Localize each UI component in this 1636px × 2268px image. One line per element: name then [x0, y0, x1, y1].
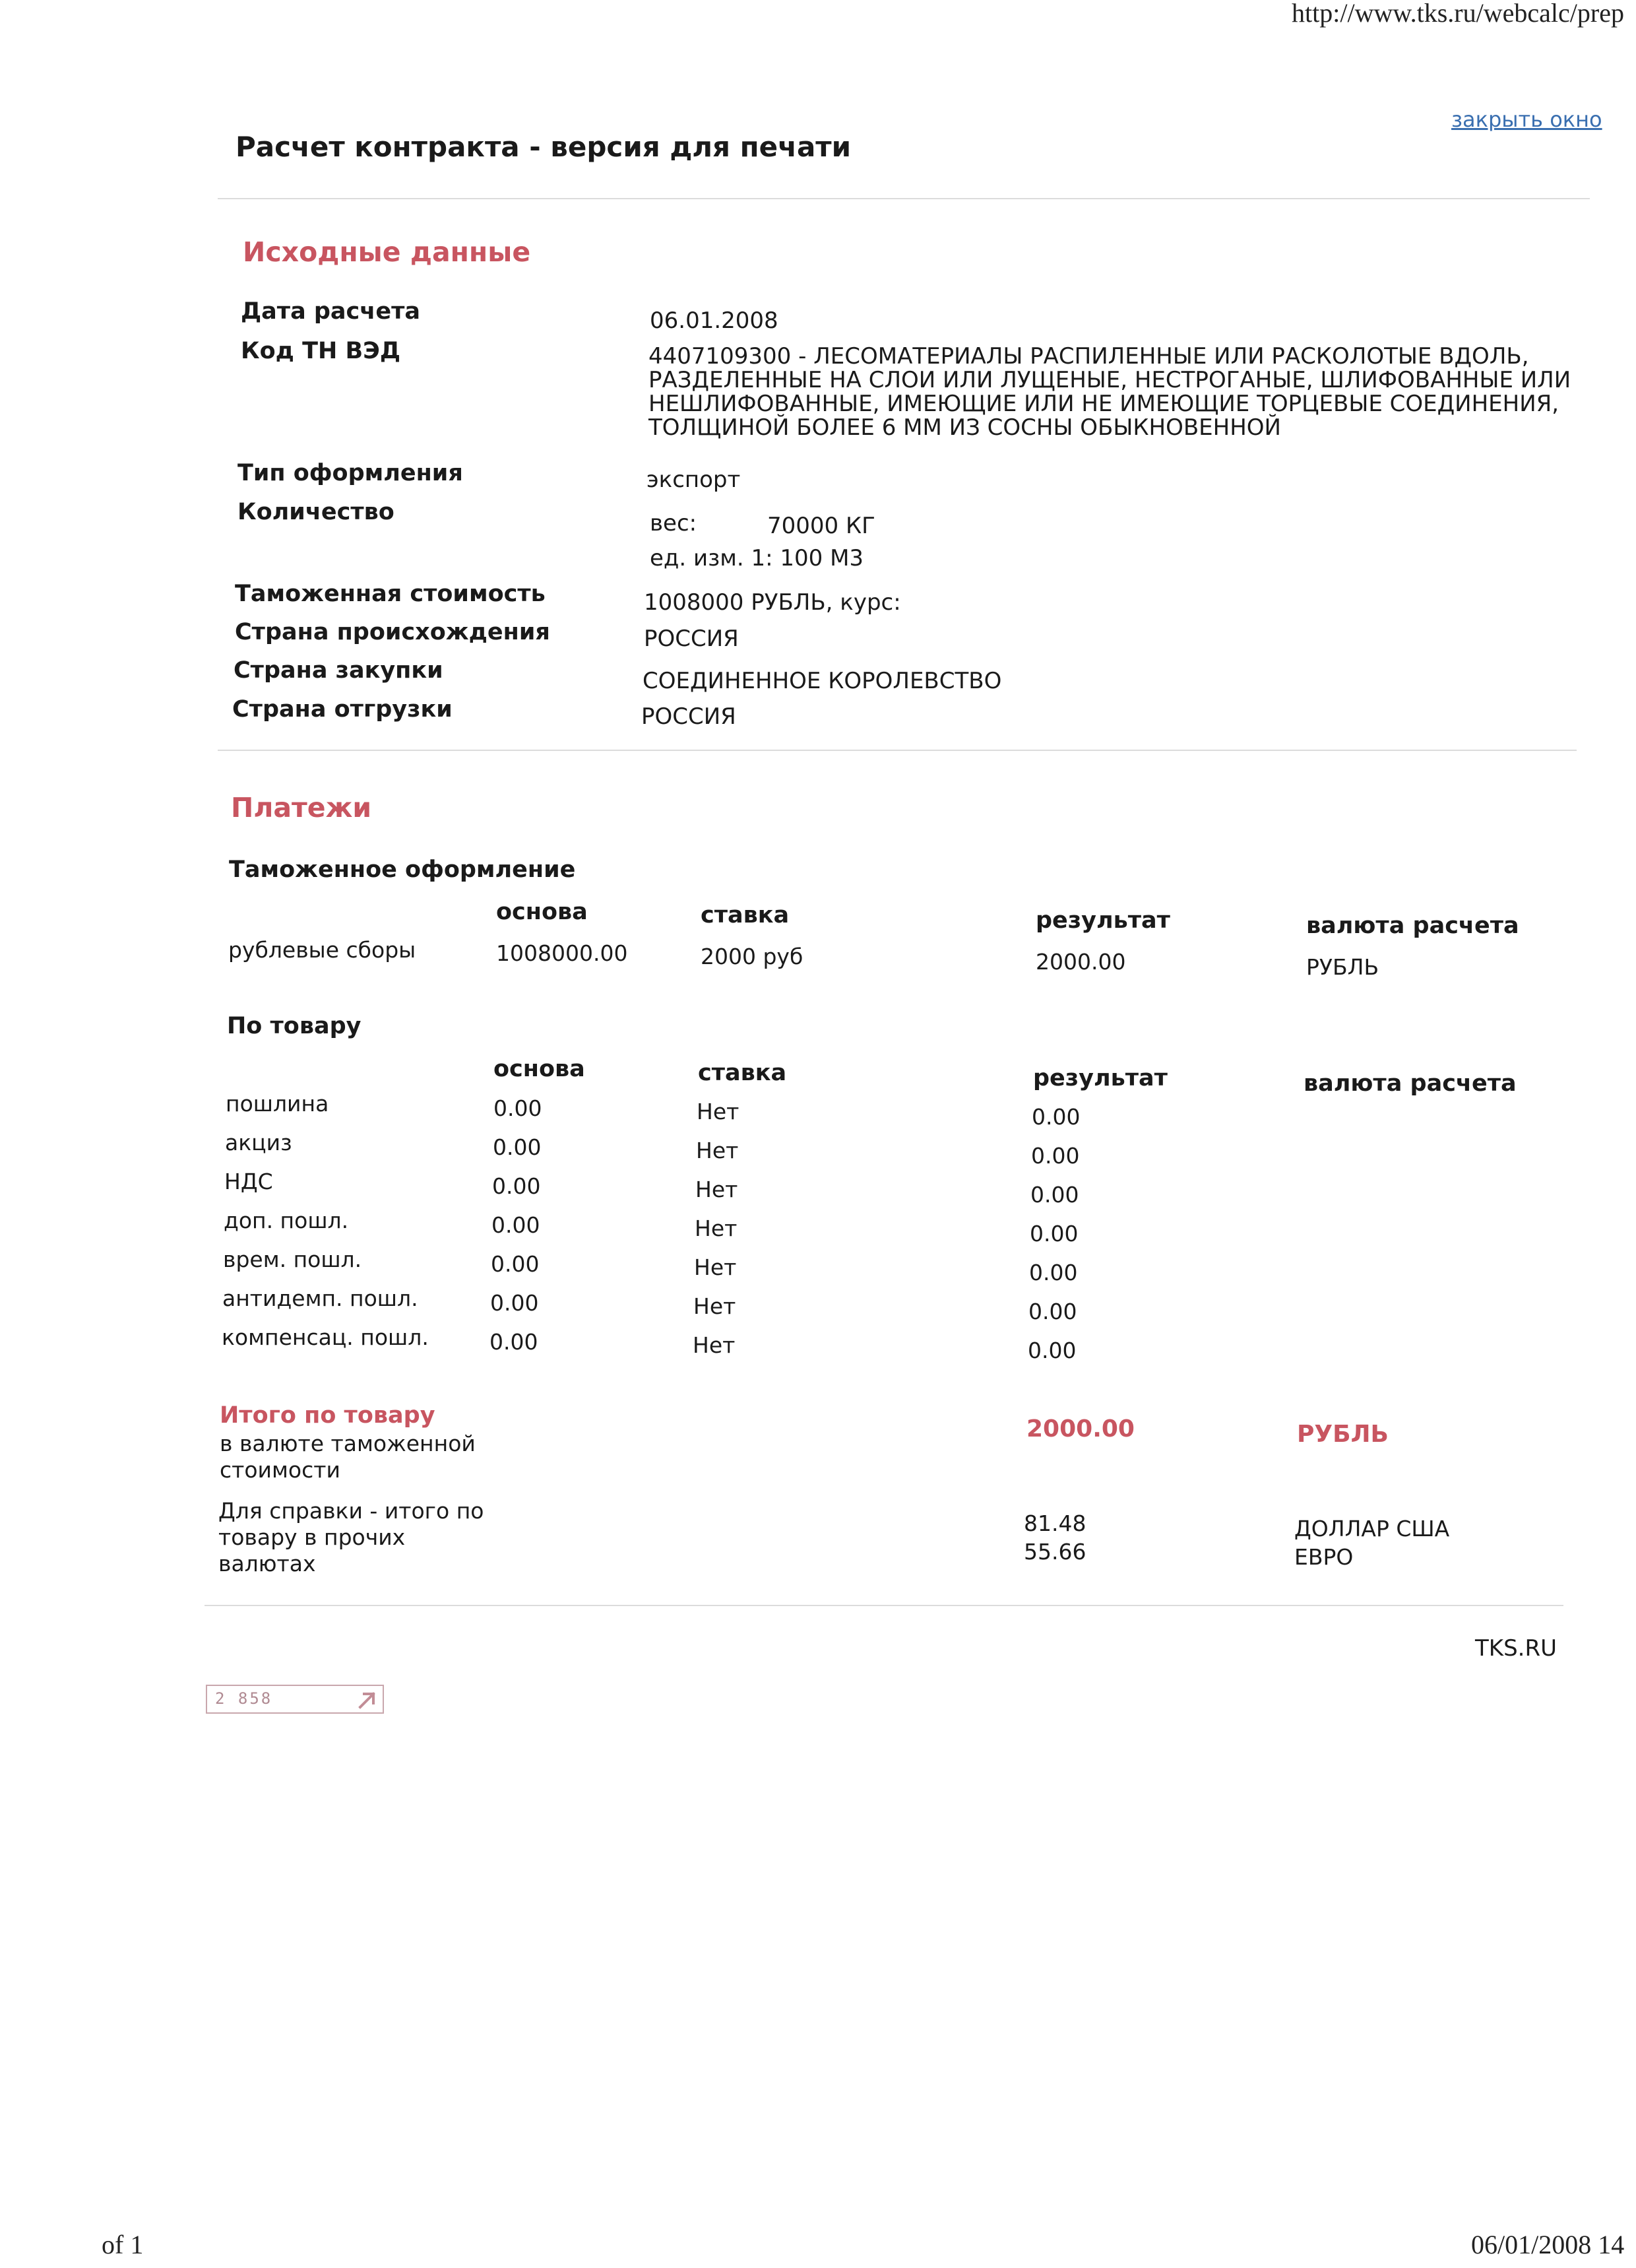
purchase-label: Страна закупки	[234, 657, 443, 684]
goods-row-base: 0.00	[493, 1134, 542, 1160]
goods-row-name: врем. пошл.	[223, 1247, 362, 1272]
goods-row-name: пошлина	[226, 1091, 329, 1117]
type-label: Тип оформления	[237, 460, 463, 486]
clearance-col-result: результат	[1036, 907, 1170, 934]
purchase-value: СОЕДИНЕННОЕ КОРОЛЕВСТВО	[643, 668, 1002, 694]
page-title: Расчет контракта - версия для печати	[236, 131, 852, 163]
clearance-col-base: основа	[496, 899, 588, 925]
type-value: экспорт	[646, 467, 741, 493]
goods-row-rate: Нет	[697, 1099, 739, 1124]
arrow-up-right-icon	[356, 1689, 379, 1711]
shipment-value: РОССИЯ	[641, 703, 736, 730]
goods-row-base: 0.00	[493, 1095, 542, 1121]
payments-divider	[204, 1605, 1563, 1606]
hs-code-label: Код ТН ВЭД	[241, 338, 400, 364]
goods-row-name: НДС	[224, 1169, 273, 1194]
goods-row-rate: Нет	[695, 1177, 738, 1202]
clearance-subheading: Таможенное оформление	[229, 857, 576, 883]
hit-counter-value: 2 858	[215, 1689, 273, 1708]
goods-row-name: антидемп. пошл.	[222, 1285, 418, 1311]
goods-row-result: 0.00	[1028, 1299, 1077, 1324]
goods-row-rate: Нет	[696, 1138, 739, 1163]
hit-counter	[206, 1685, 384, 1714]
calc-date-label: Дата расчета	[241, 298, 420, 325]
reference-label-line: товару в прочих	[218, 1524, 406, 1550]
total-subtitle	[220, 1431, 476, 1483]
shipment-label: Страна отгрузки	[232, 696, 453, 723]
footer-brand: TKS.RU	[1475, 1635, 1557, 1662]
clearance-col-rate: ставка	[701, 902, 790, 928]
clearance-row-rate: 2000 руб	[701, 944, 803, 969]
goods-row-base: 0.00	[490, 1290, 539, 1316]
goods-col-currency: валюта расчета	[1304, 1070, 1517, 1097]
weight-value: 70000 КГ	[767, 513, 875, 539]
goods-row-result: 0.00	[1029, 1260, 1078, 1285]
total-subtitle-line: в валюте таможенной	[220, 1431, 476, 1456]
reference-currencies	[1294, 1514, 1449, 1571]
goods-row-base: 0.00	[492, 1173, 541, 1199]
source-divider	[218, 750, 1577, 751]
quantity-label: Количество	[237, 499, 394, 525]
total-title: Итого по товару	[220, 1402, 435, 1429]
print-url: http://www.tks.ru/webcalc/prep	[1292, 0, 1624, 28]
clearance-row-result: 2000.00	[1036, 949, 1126, 975]
goods-row-base: 0.00	[489, 1329, 538, 1355]
customs-value-label: Таможенная стоимость	[235, 581, 546, 607]
goods-row-result: 0.00	[1028, 1338, 1077, 1363]
goods-row-base: 0.00	[491, 1212, 540, 1238]
total-amount: 2000.00	[1026, 1415, 1135, 1442]
clearance-row-base: 1008000.00	[496, 940, 628, 966]
goods-row-name: доп. пошл.	[224, 1208, 349, 1233]
header-divider	[218, 198, 1590, 199]
reference-amount-eur: 55.66	[1024, 1539, 1086, 1565]
goods-row-name: компенсац. пошл.	[222, 1324, 429, 1350]
reference-label	[218, 1498, 484, 1577]
reference-label-line: валютах	[218, 1551, 316, 1576]
goods-row-result: 0.00	[1030, 1221, 1079, 1247]
goods-row-result: 0.00	[1030, 1182, 1079, 1208]
reference-currency-eur: ЕВРО	[1294, 1544, 1354, 1570]
origin-label: Страна происхождения	[235, 619, 550, 645]
customs-value: 1008000 РУБЛЬ, курс:	[644, 589, 901, 616]
print-page-count: of 1	[102, 2230, 144, 2259]
total-currency: РУБЛЬ	[1297, 1421, 1389, 1448]
weight-label: вес:	[650, 510, 697, 536]
goods-row-result: 0.00	[1032, 1104, 1081, 1130]
clearance-row-currency: РУБЛЬ	[1306, 954, 1379, 980]
reference-amounts	[1024, 1509, 1086, 1566]
source-section-heading: Исходные данные	[243, 236, 531, 268]
payments-section-heading: Платежи	[231, 792, 372, 824]
goods-row-name: акциз	[225, 1130, 292, 1155]
goods-row-base: 0.00	[491, 1251, 540, 1277]
goods-subheading: По товару	[227, 1013, 362, 1039]
hs-code-value	[648, 344, 1571, 439]
goods-col-base: основа	[493, 1056, 585, 1082]
hs-code-line: ТОЛЩИНОЙ БОЛЕЕ 6 ММ ИЗ СОСНЫ ОБЫКНОВЕННОЙ	[648, 414, 1281, 441]
goods-row-result: 0.00	[1031, 1143, 1080, 1169]
hs-code-line: НЕШЛИФОВАННЫЕ, ИМЕЮЩИЕ ИЛИ НЕ ИМЕЮЩИЕ ТОРЦЕВЫЕ СОЕДИНЕНИЯ,	[648, 391, 1559, 417]
goods-row-rate: Нет	[695, 1215, 738, 1241]
unit-value: ед. изм. 1: 100 М3	[650, 545, 864, 571]
clearance-row-name: рублевые сборы	[228, 937, 416, 963]
total-subtitle-line: стоимости	[220, 1457, 340, 1483]
close-window-link[interactable]: закрыть окно	[1451, 107, 1602, 132]
hs-code-line: РАЗДЕЛЕННЫЕ НА СЛОИ ИЛИ ЛУЩЕНЫЕ, НЕСТРОГАНЫЕ, ШЛИФОВАННЫЕ ИЛИ	[648, 367, 1571, 393]
reference-label-line: Для справки - итого по	[218, 1498, 484, 1524]
goods-row-rate: Нет	[693, 1332, 736, 1358]
origin-value: РОССИЯ	[644, 626, 739, 652]
goods-col-rate: ставка	[698, 1060, 787, 1086]
hs-code-line: 4407109300 - ЛЕСОМАТЕРИАЛЫ РАСПИЛЕННЫЕ ИЛИ РАСКОЛОТЫЕ ВДОЛЬ,	[648, 343, 1529, 370]
goods-col-result: результат	[1033, 1065, 1168, 1091]
goods-row-rate: Нет	[693, 1293, 736, 1319]
calc-date-value: 06.01.2008	[650, 308, 778, 334]
reference-amount-usd: 81.48	[1024, 1510, 1086, 1536]
reference-currency-usd: ДОЛЛАР США	[1294, 1516, 1450, 1541]
goods-row-rate: Нет	[694, 1254, 737, 1280]
print-timestamp: 06/01/2008 14	[1471, 2230, 1625, 2259]
clearance-col-currency: валюта расчета	[1306, 913, 1519, 939]
